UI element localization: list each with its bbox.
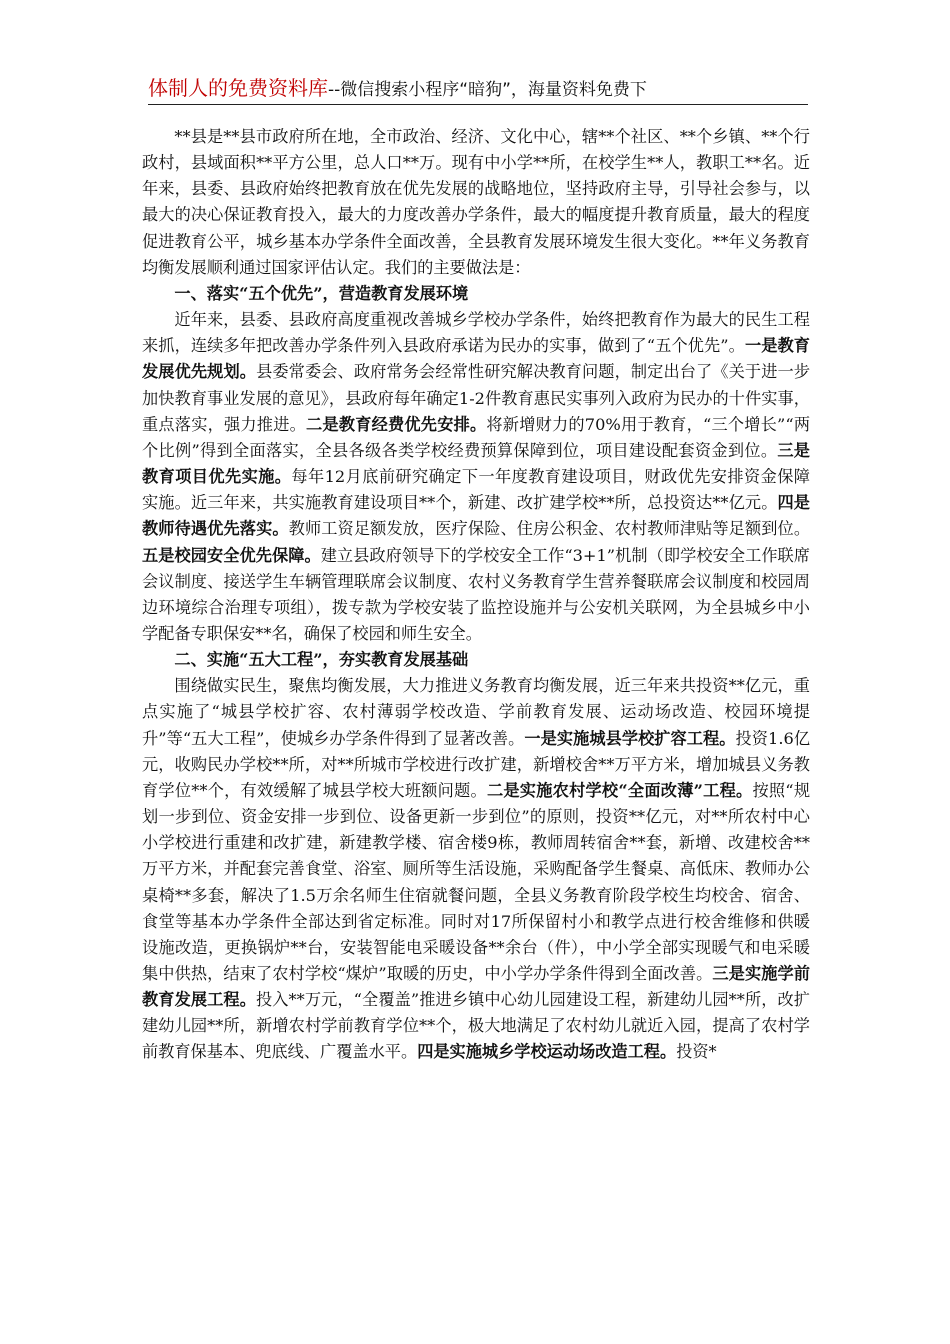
- section-1-paragraph: [142, 307, 810, 647]
- intro-paragraph: **县是**县市政府所在地，全市政治、经济、文化中心，辖**个社区、**个乡镇、**个行政村，县域面积**平方公里，总人口**万。现有中小学**所，在校学生**人，教职工**名。近年来，县委、县政府始终把教育放在优先发展的战略地位，坚持政府主导，引导社会参与，以最大的决心保证教育投入，最大的力度改善办学条件，最大的幅度提升教育质量，最大的程度促进教育公平，城乡基本办学条件全面改善，全县教育发展环境发生很大变化。**年义务教育均衡发展顺利通过国家评估认定。我们的主要做法是：: [142, 127, 810, 277]
- bold-lead: 五是校园安全优先保障。: [142, 545, 321, 565]
- paragraph-text: 每年12月底前研究确定下一年度教育建设项目，财政优先安排资金保障实施。近三年来，共实施教育建设项目**个，新建、改扩建学校**所，总投资达**亿元。: [142, 467, 810, 513]
- bold-lead: 四是教师待遇优先落实。: [142, 493, 810, 539]
- paragraph-text: 按照“规划一步到位、资金安排一步到位、设备更新一步到位”的原则，投资**亿元，对**所农村中心小学校进行重建和改扩建，新建教学楼、宿舍楼9栋，教师周转宿舍**套，新增、改建校舍**万平方米，并配套完善食堂、浴室、厕所等生活设施，采购配备学生餐桌、高低床、教师办公桌椅**多套，解决了1.5万余名师生住宿就餐问题，全县义务教育阶段学校生均校舍、宿舍、食堂等基本办学条件全部达到省定标准。同时对17所保留村小和教学点进行校舍维修和供暖设施改造，更换锅炉**台，安装智能电采暖设备**余台（件），中小学全部实现暖气和电采暖集中供热，结束了农村学校“煤炉”取暖的历史，中小学办学条件得到全面改善。: [142, 780, 811, 983]
- paragraph-text: 围绕做实民生，聚焦均衡发展，大力推进义务教育均衡发展，近三年来共投资**亿元，重点实施了“城县学校扩容、农村薄弱学校改造、学前教育发展、运动场改造、校园环境提升”等“五大工程”，使城乡办学条件得到了显著改善。: [142, 676, 810, 748]
- bold-lead: 二是实施农村学校“全面改薄”工程。: [486, 780, 753, 800]
- page-header: [148, 72, 808, 105]
- section-heading-2: 二、实施“五大工程”，夯实教育发展基础: [174, 650, 469, 670]
- header-subtitle: --微信搜索小程序“暗狗”，海量资料免费下: [328, 80, 647, 100]
- paragraph-text: 投资1.6亿元，收购民办学校**所，对**所城市学校进行改扩建，新增校舍**万平方米，增加城县义务教育学位**个，有效缓解了城县学校大班额问题。: [142, 728, 811, 800]
- paragraph-text: 投入**万元，“全覆盖”推进乡镇中心幼儿园建设工程，新建幼儿园**所，改扩建幼儿园**所，新增农村学前教育学位**个，极大地满足了农村幼儿就近入园，提高了农村学前教育保基本、兜底线、广覆盖水平。: [142, 990, 810, 1062]
- paragraph-text: 县委常委会、政府常务会经常性研究解决教育问题，制定出台了《关于进一步加快教育事业发展的意见》，县政府每年确定1-2件教育惠民实事列入政府为民办的十件实事，重点落实，强力推进。: [142, 362, 811, 434]
- bold-lead: 三是教育项目优先实施。: [142, 440, 810, 487]
- paragraph-text: 教师工资足额发放，医疗保险、住房公积金、农村教师津贴等足额到位。: [288, 519, 811, 539]
- bold-lead: 三是实施学前教育发展工程。: [142, 964, 810, 1010]
- header-title: 体制人的免费资料库: [148, 76, 328, 100]
- document-body: [142, 124, 810, 1066]
- bold-lead: 四是实施城乡学校运动场改造工程。: [417, 1042, 677, 1062]
- paragraph-text: 建立县政府领导下的学校安全工作“3+1”机制（即学校安全工作联席会议制度、接送学生车辆管理联席会议制度、农村义务教育学生营养餐联席会议制度和校园周边环境综合治理专项组），拨专款为学校安装了监控设施并与公安机关联网，为全县城乡中小学配备专职保安**名，确保了校园和师生安全。: [142, 545, 810, 643]
- bold-lead: 二是教育经费优先安排。: [306, 414, 487, 434]
- bold-lead: 一是实施城县学校扩容工程。: [524, 728, 736, 748]
- paragraph-text: 将新增财力的70%用于教育，“三个增长”“两个比例”得到全面落实，全县各级各类学校经费预算保障到位，项目建设配套资金到位。: [142, 414, 811, 460]
- paragraph-text: 投资*: [676, 1042, 717, 1062]
- bold-lead: 一是教育发展优先规划。: [142, 336, 810, 382]
- paragraph-text: 近年来，县委、县政府高度重视改善城乡学校办学条件，始终把教育作为最大的民生工程来抓，连续多年把改善办学条件列入县政府承诺为民办的实事，做到了“五个优先”。: [142, 310, 810, 356]
- section-heading-1: 一、落实“五个优先”，营造教育发展环境: [174, 283, 469, 303]
- section-2-paragraph: [142, 673, 810, 1065]
